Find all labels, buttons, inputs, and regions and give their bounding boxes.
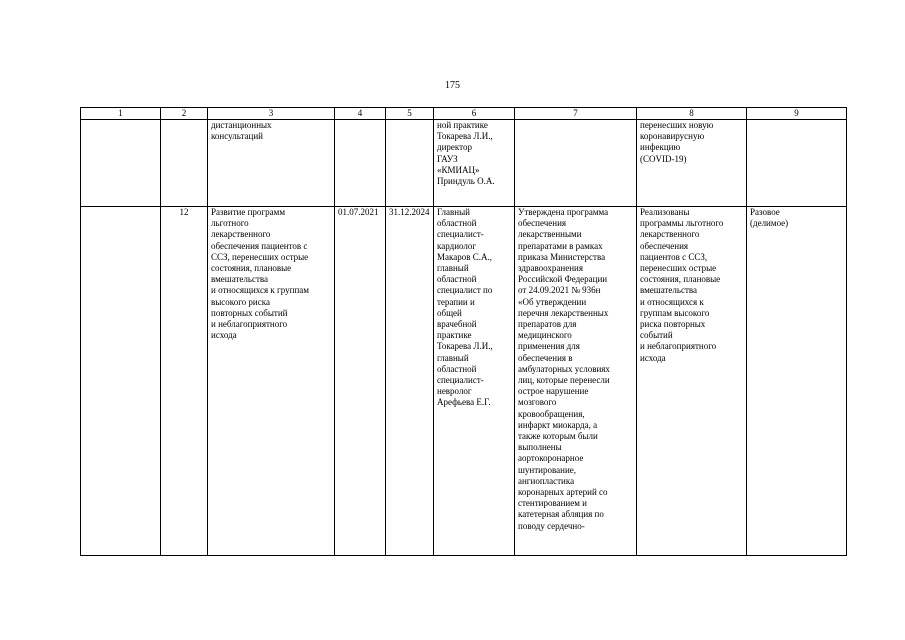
table-cell — [335, 120, 386, 207]
start-date: 01.07.2021 — [335, 207, 386, 556]
table-cell — [161, 120, 208, 207]
column-header: 1 — [81, 108, 161, 120]
table-cell — [81, 120, 161, 207]
column-header: 5 — [386, 108, 434, 120]
table-cell: дистанционных консультаций — [208, 120, 335, 207]
table-cell: ной практике Токарева Л.И., директор ГАУЗ «КМИАЦ» Приндуль О.А. — [434, 120, 515, 207]
table-cell: Развитие программ льготного лекарственного обеспечения пациентов с ССЗ, перенесших острые состояния, плановые вмешательства и относящихся к группам высокого риска повторных событий и неблагоприятного исхода — [208, 207, 335, 556]
table-cell: Утверждена программа обеспечения лекарственными препаратами в рамках приказа Министерства здравоохранения Российской Федерации от 24.09.2021 № 936н «Об утверждении перечня лекарственных препаратов для медицинского применения для обеспечения в амбулаторных условиях лиц, которые перенесли острое нарушение мозгового кровообращения, инфаркт миокарда, а также которым были выполнены аортокоронарное шунтирование, ангиопластика коронарных артерий со стентированием и катетерная абляция по поводу сердечно- — [515, 207, 637, 556]
table-row — [81, 120, 847, 207]
column-header: 7 — [515, 108, 637, 120]
table-cell — [515, 120, 637, 207]
table-row — [81, 207, 847, 556]
column-header: 6 — [434, 108, 515, 120]
table-cell — [747, 120, 847, 207]
page-number: 175 — [445, 80, 460, 91]
table-cell: перенесших новую коронавирусную инфекцию (COVID-19) — [637, 120, 747, 207]
table-cell — [386, 120, 434, 207]
end-date: 31.12.2024 — [386, 207, 434, 556]
table-cell — [81, 207, 161, 556]
column-header: 9 — [747, 108, 847, 120]
column-header: 8 — [637, 108, 747, 120]
column-header: 2 — [161, 108, 208, 120]
row-number: 12 — [161, 207, 208, 556]
table-cell: Главный областной специалист- кардиолог Макаров С.А., главный областной специалист по терапии и общей врачебной практике Токарева Л.И., главный областной специалист- невролог Арефьева Е.Г. — [434, 207, 515, 556]
column-header: 3 — [208, 108, 335, 120]
plan-table — [80, 107, 847, 556]
table-cell: Разовое (делимое) — [747, 207, 847, 556]
header-row — [81, 108, 847, 120]
column-header: 4 — [335, 108, 386, 120]
table-cell: Реализованы программы льготного лекарственного обеспечения пациентов с ССЗ, перенесших острые состояния, плановые вмешательства и относящихся к группам высокого риска повторных событий и неблагоприятного исхода — [637, 207, 747, 556]
